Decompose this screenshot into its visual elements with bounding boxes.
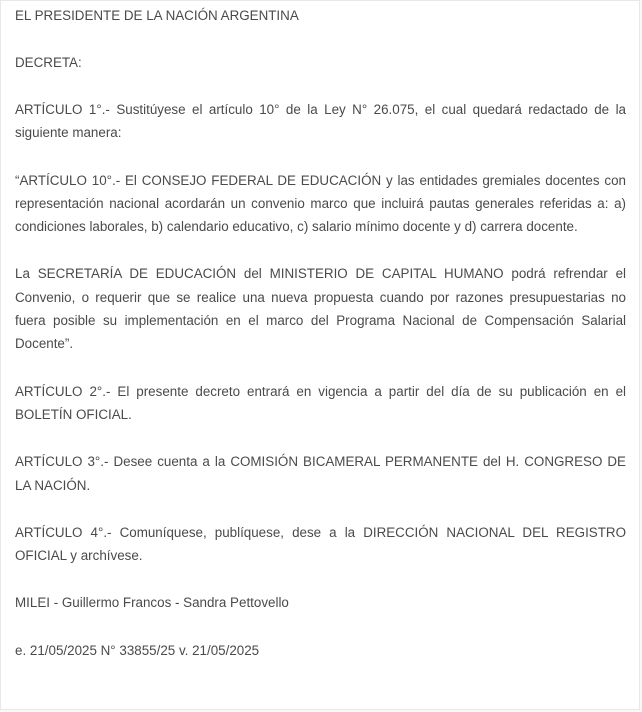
decree-heading: EL PRESIDENTE DE LA NACIÓN ARGENTINA bbox=[15, 8, 299, 23]
article-4: ARTÍCULO 4°.- Comuníquese, publíquese, dese a la DIRECCIÓN NACIONAL DEL REGISTRO OFICIAL y archívese. bbox=[15, 524, 626, 564]
article-1: ARTÍCULO 1°.- Sustitúyese el artículo 10° de la Ley N° 26.075, el cual quedará redactado de la siguiente manera: bbox=[15, 102, 626, 141]
article-10-secretaria: La SECRETARÍA DE EDUCACIÓN del MINISTERIO DE CAPITAL HUMANO podrá refrendar el Convenio, o requerir que se realice una nueva propuesta cuando por razones presupuestarias no fuera posible su implementación en el marco del Programa Nacional de Compensación Salarial Docente”. bbox=[15, 266, 626, 352]
publication-info: e. 21/05/2025 N° 33855/25 v. 21/05/2025 bbox=[15, 642, 260, 658]
article-10-quote: “ARTÍCULO 10°.- El CONSEJO FEDERAL DE EDUCACIÓN y las entidades gremiales docentes con representación nacional acordarán un convenio marco que incluirá pautas generales referidas a: a) condiciones laborales, b) calendario educativo, c) salario mínimo docente y d) carrera docente. bbox=[15, 172, 626, 235]
article-2: ARTÍCULO 2°.- El presente decreto entrará en vigencia a partir del día de su publicación en el BOLETÍN OFICIAL. bbox=[15, 383, 626, 422]
decreta-label: DECRETA: bbox=[15, 55, 82, 70]
signatures: MILEI - Guillermo Francos - Sandra Pettovello bbox=[15, 595, 289, 611]
article-3: ARTÍCULO 3°.- Desee cuenta a la COMISIÓN BICAMERAL PERMANENTE del H. CONGRESO DE LA NACIÓN. bbox=[15, 454, 626, 493]
